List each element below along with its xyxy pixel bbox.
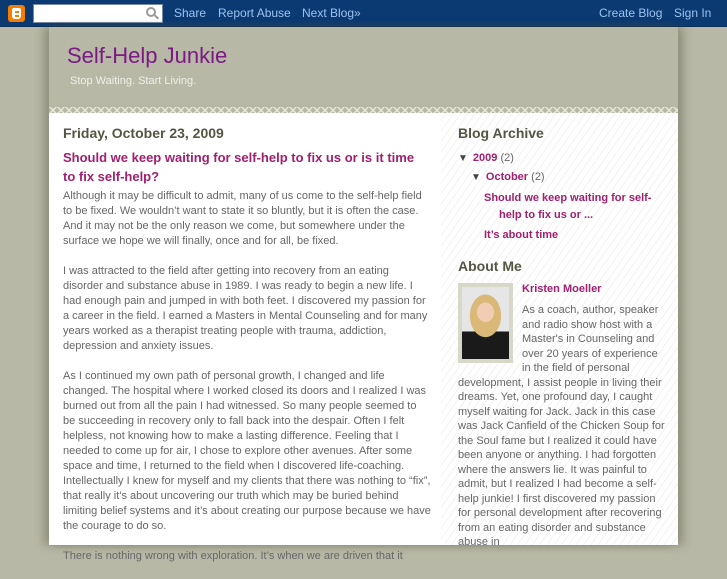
blog-description: Stop Waiting. Start Living. bbox=[70, 75, 197, 87]
bio-rest: development, I assist people in living their dreams. Yet, one profound day, I caught myself waiting for Jack. Jack in this case was Jack Canfield of the Chicken Soup for the Soul fame but I realized it could have been anyone or anything. I had forgotten where the answers lie. It was painful to admit, but I realized I had become a self-help junkie! I first discovered my passion for personal development after recovering from an eating disorder and substance abuse in bbox=[458, 376, 665, 548]
bio-line: and radio show host with a bbox=[522, 318, 653, 331]
sign-in-link[interactable]: Sign In bbox=[674, 6, 712, 20]
post-body bbox=[63, 189, 431, 579]
bio-line: over 20 years of experience bbox=[522, 347, 658, 360]
report-abuse-link[interactable]: Report Abuse bbox=[218, 6, 291, 20]
blogger-logo-icon[interactable] bbox=[8, 5, 25, 22]
next-blog-link[interactable]: Next Blog» bbox=[302, 6, 361, 20]
profile-bio bbox=[458, 303, 666, 550]
bio-line: Master's in Counseling and bbox=[522, 333, 655, 345]
post-paragraph: Although it may be difficult to admit, many of us come to the self-help field to be fixed. We wouldn’t want to state it so bluntly, but it is often the case. And it may not be the only reason we come, but somewhere under the surface we hope we will finally, once and for all, be fixed. bbox=[63, 190, 422, 247]
archive-post-link[interactable]: Should we keep waiting for self-help to fix us or ... bbox=[484, 192, 652, 221]
archive-month-item bbox=[471, 171, 545, 183]
expand-triangle-icon[interactable]: ▼ bbox=[458, 153, 468, 164]
share-link[interactable]: Share bbox=[174, 6, 207, 20]
blog-title[interactable]: Self-Help Junkie bbox=[67, 43, 228, 68]
archive-month-link[interactable]: October bbox=[485, 171, 529, 183]
create-blog-link[interactable]: Create Blog bbox=[599, 6, 663, 20]
post-paragraph: There is nothing wrong with exploration. It’s when we are driven that it bbox=[63, 550, 403, 562]
about-me-heading: About Me bbox=[458, 258, 522, 274]
archive-month-count: (2) bbox=[531, 171, 545, 183]
archive-year-item bbox=[458, 152, 514, 164]
content-area bbox=[49, 113, 678, 562]
archive-year-link[interactable]: 2009 bbox=[472, 152, 498, 164]
post-paragraph: As I continued my own path of personal growth, I changed and life changed. The hospital where I worked closed its doors and I realized I was burned out from all the pain I had witnessed. So many people seemed to be succeeding in recovery only to fall back into the despair. Often I felt helpless, not knowing how to make a lasting difference. Feeling that I needed to come up for air, I chose to explore other avenues. After some space and time, I returned to the field when I discovered life-coaching. Intellectually I knew for myself and my clients that there was nothing to “fix”, that really it’s about uncovering our truth which may be buried behind limiting belief systems and it’s about creating our purpose because we have the courage to do so. bbox=[63, 370, 431, 532]
blog-header bbox=[49, 27, 678, 107]
blogger-navbar bbox=[0, 0, 727, 27]
expand-triangle-icon[interactable]: ▼ bbox=[471, 172, 481, 183]
search-input[interactable] bbox=[33, 4, 163, 23]
bio-line: As a coach, author, speaker bbox=[522, 304, 659, 316]
profile-name-link[interactable]: Kristen Moeller bbox=[522, 283, 602, 295]
search-icon[interactable] bbox=[146, 7, 156, 17]
bio-line: in the field of personal bbox=[522, 362, 630, 374]
archive-year-count: (2) bbox=[500, 152, 514, 164]
blog-archive-heading: Blog Archive bbox=[458, 125, 544, 141]
blog-outer-wrapper bbox=[49, 27, 678, 562]
date-header: Friday, October 23, 2009 bbox=[63, 125, 224, 141]
post-paragraph: I was attracted to the field after getting into recovery from an eating disorder and substance abuse in 1989. I was ready to begin a new life. I had enough pain and jumped in with both feet. I discovered my passion for a career in the field. I earned a Masters in Mental Counseling and for many years worked as a therapist treating people with trauma, addiction, depression and anxiety issues. bbox=[63, 265, 428, 352]
post-title[interactable]: Should we keep waiting for self-help to fix us or is it time to fix self-help? bbox=[63, 150, 415, 184]
archive-post-link[interactable]: It’s about time bbox=[484, 229, 559, 241]
